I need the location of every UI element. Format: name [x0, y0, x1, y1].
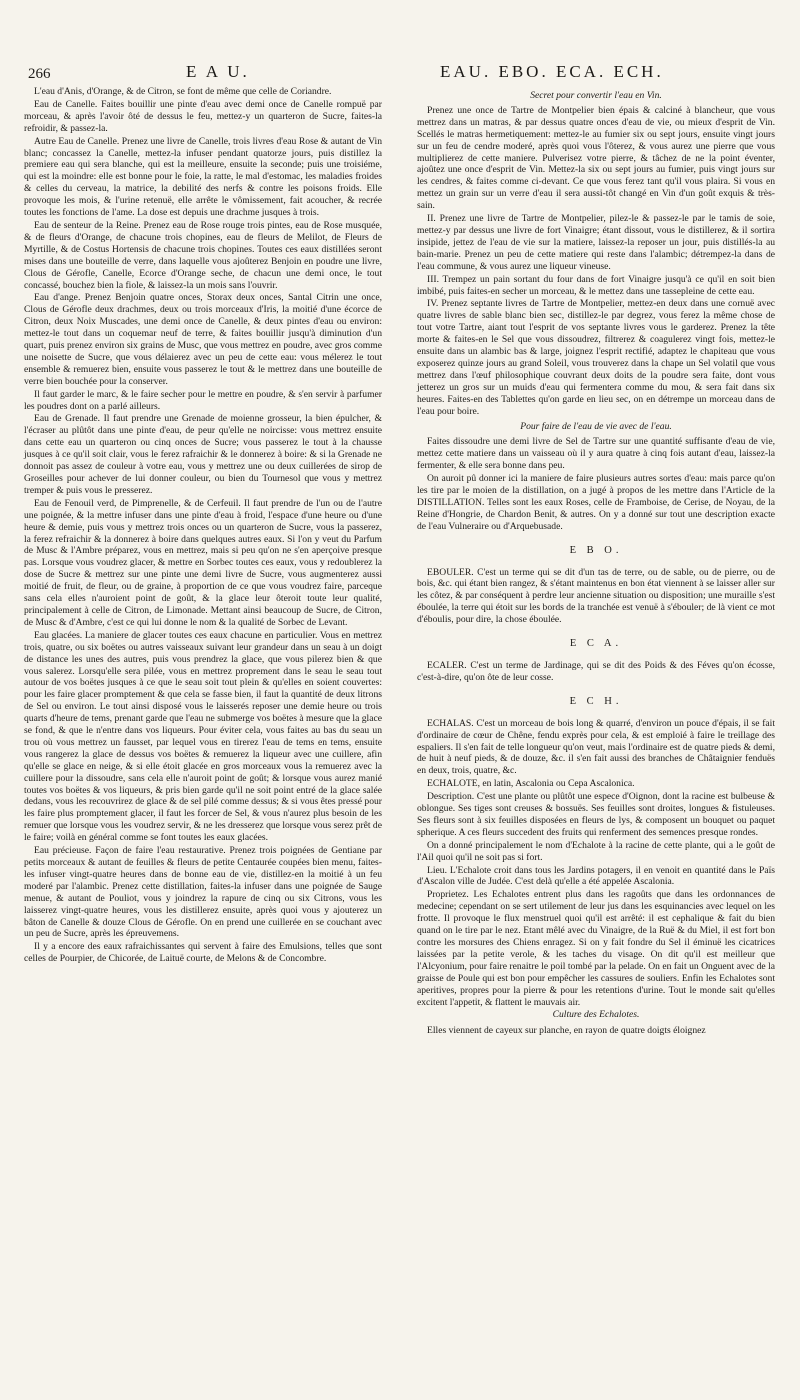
paragraph: Autre Eau de Canelle. Prenez une livre de Canelle, trois livres d'eau Rose & autant de Vin blanc; concassez la Canelle, mettez-la infuser pendant quatorze jours, puis distillez la premiere eau qui sera blanche, qui est la meilleure, ensuite la seconde; puis une troisiéme, qui est la moindre: elle est bonne pour le foie, la ratte, le mal d'estomac, les maladies froides & celles du cerveau, la matrice, la debilité des nerfs & contre les poisons froids. Elle provoque les mois, & l'urine retenuë, elle arrête le vômissement, fait acoucher, & recrée toutes les fonctions de l'ame. La dose est depuis une drachme jusques à trois.: [24, 135, 382, 219]
paragraph: Eau précieuse. Façon de faire l'eau restaurative. Prenez trois poignées de Gentiane par petits morceaux & autant de feuilles & fleurs de petite Centaurée coupées bien menu, faites-les infuser vingt-quatre heures dans de bonne eau de vie, distillez-en la moitié à un feu moderé par l'alambic. Prenez cette distillation, faites-la infuser dans une poignée de Sauge menue, & autant de Pouliot, vous y joindrez la rapure de cinq ou six Citrons, vous les laisserez vingt-quatre heures, vous les distillerez ensuite, après quoi vous y ajouterez un bâton de Canelle & douze Clous de Gérofle. On en prend une cuillerée en se couchant avec un peu de Sucre, après les épreuvemens.: [24, 845, 382, 940]
paragraph: Eau de Grenade. Il faut prendre une Grenade de moienne grosseur, la bien épulcher, & l'écraser au plûtôt dans une pinte d'eau, de peur qu'elle ne noircisse: vous mettrez ensuite dans cette eau un quarteron ou cinq onces de Sucre; vous passerez le tout à la chausse jusques à ce qu'il soit clair, vous le ferez rafraichir & le donnerez à boire: & si la Grenade ne donnoit pas assez de couleur à votre eau, vous y mettrez une ou deux cuillerées de sirop de Groseilles pour achever de lui donner couleur, ou bien du Tournesol que vous y mettrez tremper & puis vous le presserez.: [24, 413, 382, 496]
right-column: [417, 86, 775, 1038]
paragraph: L'eau d'Anis, d'Orange, & de Citron, se font de même que celle de Coriandre.: [34, 86, 332, 97]
running-head-right: EAU. EBO. ECA. ECH.: [440, 62, 664, 81]
paragraph: Proprietez. Les Echalotes entrent plus dans les ragoûts que dans les ordonnances de medecine; cependant on se sert utilement de leur jus dans les esquinancies avec lequel on les frotte. Il provoque le flux menstruel quoi qu'il est arrêté: il est cephalique & fait du bien quand on le tire par le nez. Etant mêlé avec du Vinaigre, de la Ruë & du Miel, il est fort bon contre les morsures des Chiens enragez. Si on y fait fondre du Sel il éminuë les cicatrices laissées par la petite verole, & les taches du visage. On dit qu'il est meilleur que l'Alcyonium, pour faire renaitre le poil tombé par la pelade. On en fait un Onguent avec de la graisse de Poule qui est bon pour empêcher les cassures de souliers. Enfin les Echalotes sont aperitives, propres pour la pierre & pour les retentions d'urine. Tout le monde sait qu'elles excitent l'appetit, & flattent le mauvais air.: [417, 889, 775, 1008]
section-heading-eca: E C A.: [569, 638, 623, 650]
paragraph: Eau de Canelle. Faites bouillir une pinte d'eau avec demi once de Canelle rompuë par morceau, & après l'avoir ôté de dessus le feu, mettez-y un quarteron de Sucre, faites-la refroidir, & passez-la.: [24, 98, 382, 134]
paragraph: ECALER. C'est un terme de Jardinage, qui se dit des Poids & des Féves qu'on écosse, c'est-à-dire, qu'on ôte de leur cosse.: [417, 659, 775, 683]
paragraph: Prenez une once de Tartre de Montpelier bien épais & calciné à blancheur, que vous mettrez dans un matras, & par dessus quatre onces d'eau de vie, ou mieux d'esprit de Vin. Scellés le matras hermetiquement: mettez-le au fumier six ou sept jours, ensuite vingt jours sur un feu de cendre moderé, après quoi vous l'ôterez, & vous aurez une pierre que vous multiplierez de cette maniere. Pulverisez votre pierre, & tâchez de ne la point éventer, ajoûtez une once d'esprit de Vin. Mettez-la six ou sept jours au fumier, puis vingt jours sur les cendres, & faites comme ci-devant. Ce que vous ferez tant qu'il vous plaira. Si vous en mettez un grain sur un verre d'eau il sera aussi-tôt changé en Vin d'un goût exquis & très-sain.: [417, 104, 775, 212]
paragraph: Lieu. L'Echalote croit dans tous les Jardins potagers, il en venoit en quantité dans le Païs d'Ascalon ville de Judée. C'est delà qu'elle a été appelée Ascalonia.: [417, 864, 775, 888]
paragraph: IV. Prenez septante livres de Tartre de Montpelier, mettez-en deux dans une cornuë avec quatre livres de sable blanc bien sec, distillez-le par degrez, vous ferez la même chose de tout votre Tartre, aiant tout l'esprit de vos septante livres vous le garderez. Prenez la tête morte & faites-en le Sel que vous dissoudrez, filtrerez & coagulerez vingt fois, mettez-le ensuite dans un alambic bas & large, joignez l'esprit rectifié, adaptez le chapiteau que vous exposerez quinze jours au grand Soleil, vous trouverez dans la chape un Sel volatil que vous mettrez dans l'œuf philosophique couvrant deux doits de la poudre sera faite, dont vous jetterez un gros sur un muids d'eau qui fermentera comme du mou, & sera fait dans six heures. Faites-en des Tablettes qu'on garde en lieu sec, on en détrempe un morceau dans de l'eau pour boire.: [417, 298, 775, 417]
paragraph: EBOULER. C'est un terme qui se dit d'un tas de terre, ou de sable, ou de pierre, ou de bois, &c. qui étant bien rangez, & s'étant maintenus en bon état viennent à se laisser aller sur les côtez, & par conséquent à perdre leur ancienne situation ou disposition; une muraille s'est éboulée, la terre qui étoit sur les bords de la tranchée est venuë à s'ébouler; de là vient ce mot d'éboulis, pour dire, la chose éboulée.: [417, 566, 775, 626]
paragraph: ECHALOTE, en latin, Ascalonia ou Cepa Ascalonica.: [427, 778, 635, 790]
section-subtitle: Culture des Echalotes.: [552, 1009, 640, 1021]
running-head-left: E A U.: [186, 62, 250, 81]
recipe-subtitle: Pour faire de l'eau de vie avec de l'eau.: [520, 421, 672, 433]
paragraph: Elles viennent de cayeux sur planche, en rayon de quatre doigts éloignez: [427, 1025, 706, 1037]
paragraph: Il y a encore des eaux rafraichissantes qui servent à faire des Emulsions, telles que sont celles de Pourpier, de Chicorée, de Laituë courte, de Melons & de Concombre.: [24, 941, 382, 965]
paragraph: III. Trempez un pain sortant du four dans de fort Vinaigre jusqu'à ce qu'il en soit bien imbibé, puis faites-en secher un morceau, & le mettez dans une tassepleine de cette eau.: [417, 273, 775, 297]
left-column: [24, 86, 382, 966]
paragraph: On auroit pû donner ici la maniere de faire plusieurs autres sortes d'eau: mais parce qu'on les tire par le moien de la distillation, on a jugé à propos de les mettre dans l'Article de la DISTILLATION. Telles sont les eaux Roses, celle de Framboise, de Cerise, de Noyau, de la Reine d'Hongrie, de Chardon Benit, & autres. On y a donné sur tout une description exacte de l'eau Vulneraire ou d'Arquebusade.: [417, 473, 775, 532]
paragraph: Eau de senteur de la Reine. Prenez eau de Rose rouge trois pintes, eau de Rose musquée, & de fleurs d'Orange, de chacune trois chopines, eau de fleurs de Melilot, de Fleurs de Myrtille, & de Costus Hortensis de chacune trois chopines. Toutes ces eaux distillées seront mises dans une bouteille de verre, dans laquelle vous ajoûterez Benjoin en poudre une livre, Clous de Gérofle, Canelle, Ecorce d'Orange seche, de chacun une demi once, le tout concassé, bouchez bien la fiole, & laissez-la un mois sans l'ouvrir.: [24, 219, 382, 291]
page-number: 266: [28, 66, 51, 82]
paragraph: Eau de Fenouil verd, de Pimprenelle, & de Cerfeuil. Il faut prendre de l'un ou de l'autre une poignée, & la mettre infuser dans une pinte d'eau à froid, l'espace d'une heure ou d'une heure & demie, puis vous y mettrez trois onces ou un quarteron de Sucre, vous la passerez, la ferez refraichir & la donnerez à boire dans quelques autres eaux. Si l'on y veut du Parfum de Musc & l'Ambre préparez, vous en mettrez, mais si peu qu'on ne s'en aperçoive presque pas. Lorsque vous voudrez glacer, & mettre en Sorbec toutes ces eaux, vous y redoublerez la dose de Sucre & mettrez sur une pinte une demi livre de Sucre, vous augmenterez aussi moitié de fruit, de fleur, ou de graine, à proportion de ce que vous voudrez faire, parceque sans cela elles n'auroient point de goût, & la glace leur ôteroit toute leur qualité, principalement à celle de Citron, de Limonade. Mettant ainsi beaucoup de Sucre, de Citron, de Musc & d'Ambre, c'est ce qui lui donne le nom & la qualité de Sorbec de Levant.: [24, 497, 382, 628]
paragraph: Faites dissoudre une demi livre de Sel de Tartre sur une quantité suffisante d'eau de vie, mettez cette matiere dans un vaisseau où il y aura quatre à cinq fois autant d'eau, laissez-la fermenter, & elle sera bonne dans peu.: [417, 436, 775, 472]
paragraph: On a donné principalement le nom d'Echalote à la racine de cette plante, qui a le goût de l'Ail quoi qu'il ne soit pas si fort.: [417, 839, 775, 863]
paragraph: Description. C'est une plante ou plûtôt une espece d'Oignon, dont la racine est bulbeuse & oblongue. Ses tiges sont creuses & bossuës. Ses feuilles sont droites, longues & fistuleuses. Ses fleurs sont à six feuilles disposées en fleurs de lys, & composent un bouquet ou paquet spherique. A ces fleurs succedent des fruits qui renferment des semences presque rondes.: [417, 791, 775, 838]
paragraph: Eau glacées. La maniere de glacer toutes ces eaux chacune en particulier. Vous en mettrez trois, quatre, ou six boëtes ou autres vaisseaux suivant leur grandeur dans un seau à un doigt de distance les unes des autres, puis vous prendrez la glace, que vous pilerez bien & que vous salerez. Lorsqu'elle sera pilée, vous en mettrez proprement dans le seau le seau tout autour de vos boëtes jusques à ce que le seau soit tout plein & qu'elles en soient couvertes: pour les faire glacer promptement & que cela se fasse bien, il faut la quantité de deux litrons de Sel ou environ. Le tout ainsi disposé vous le laisserés reposer une demie heure ou trois quarts d'heure de tems, prenant garde que l'eau ne submerge vos boëtes à mesure que la glace se fond, & que le n'entre dans vos liqueurs. Pour éviter cela, vous faites au bas du seau un trou où vous mettrez un fausset, par lequel vous en tirerez l'eau de tems en tems, ensuite vous rangerez la glace de dessus vos boëtes & remuerez la liqueur avec une cuillere, afin qu'elle se glace en neige, & si elle étoit glacée en gros morceaux vous la remuerez avec la cuillere pour la dissoudre, sans cela elle n'auroit point de goût; & lorsque vous aurez manié toutes vos boëtes & vos liqueurs, & pris bien garde qu'il ne soit point entré de la glace salée dedans, vous les recouvrirez de glace & de sel pilé comme dessus; & si vous êtes pressé pour les faire plus promptement glacer, il faut les forcer de Sel, & vous n'aurez plus besoin de les remuer que lorsque vous les voudrez servir, & ne les dresserez que lorsque vous serez prêt de le faire; voilà en général comme se font toutes les eaux glacées.: [24, 629, 382, 844]
paragraph: Il faut garder le marc, & le faire secher pour le mettre en poudre, & s'en servir à parfumer les poudres dont on a parlé ailleurs.: [24, 388, 382, 412]
section-heading-ech: E C H.: [569, 695, 623, 707]
section-heading-ebo: E B O.: [569, 544, 623, 556]
paragraph: II. Prenez une livre de Tartre de Montpelier, pilez-le & passez-le par le tamis de soie, mettez-y par dessus une livre de fort Vinaigre; étant dissout, vous le distillerez, & il sortira insipide, jettez de l'eau de vie sur la matiere, laissez-la reposer un jour, puis distillés-la au bain-marie. Prenez un peu de cette matiere qui reste dans l'alambic; détrempez-la dans de l'eau commune, & vous aurez une liqueur vineuse.: [417, 213, 775, 272]
recipe-subtitle: Secret pour convertir l'eau en Vin.: [530, 90, 662, 101]
paragraph: Eau d'ange. Prenez Benjoin quatre onces, Storax deux onces, Santal Citrin une once, Clous de Gérofle deux drachmes, deux ou trois morceaux d'Iris, la moitié d'une écorce de Citron, deux Noix Muscades, une demi once de Canelle, & deux pintes d'eau ou environ: mettez-le tout dans un coquemar neuf de terre, & faites bouillir jusqu'à diminution d'un quart, puis prenez environ six grains de Musc, que vous mettrez en poudre, avec gros comme une noisette de Sucre, que vous délaierez avec un peu de cette eau: vous mélerez le tout ensemble & remuerez bien, ensuite vous passerez le tout & le mettrez dans une bouteille de verre bien bouchée pour la conserver.: [24, 292, 382, 387]
paragraph: ECHALAS. C'est un morceau de bois long & quarré, d'environ un pouce d'épais, il se fait d'ordinaire de cœur de Chêne, fendu exprès pour cela, & est emploié à faire le treillage des espaliers. Il s'en fait de telle longueur qu'on veut, mais l'ordinaire est de quatre pieds & demi, de huit à neuf pieds, & de douze, &c. il s'en fait aussi des branches de Châtaignier fenduës en deux, trois, quatre, &c.: [417, 717, 775, 777]
